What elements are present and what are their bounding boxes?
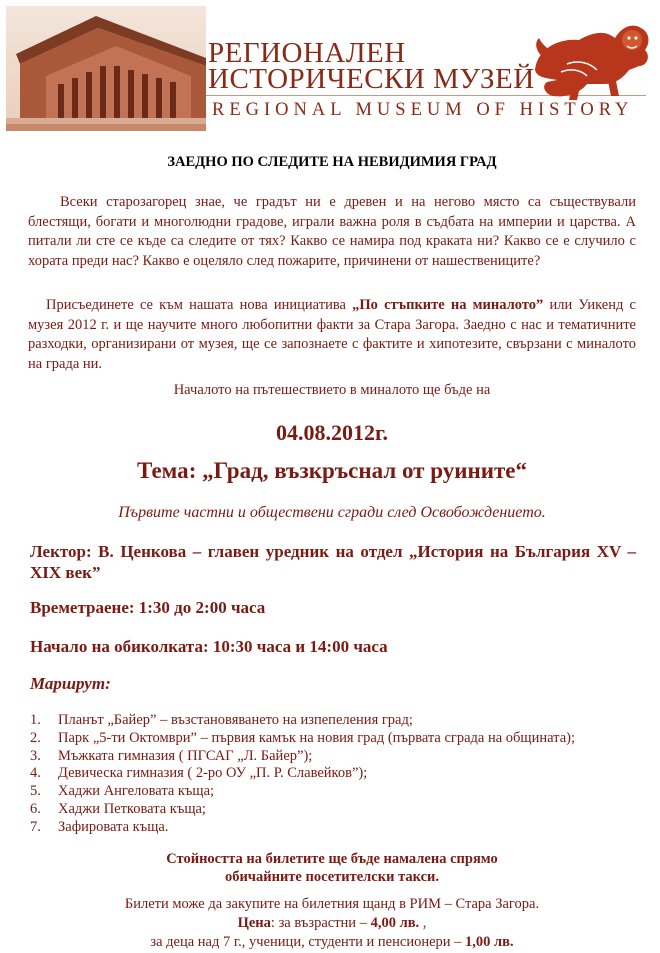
theme-label: Тема — [137, 458, 189, 483]
price-child-text: за деца над 7 г., ученици, студенти и пенсионери – — [150, 934, 466, 950]
price-adult-value: 4,00 лв. — [370, 915, 420, 931]
list-item — [30, 783, 650, 801]
ticket-discount-line2: обичайните посетителски такси. — [224, 869, 440, 885]
event-theme — [28, 458, 636, 484]
route-list — [30, 712, 650, 837]
museum-title-line1: РЕГИОНАЛЕН — [208, 37, 406, 69]
list-item-text: Хаджи Ангеловата къща; — [58, 783, 215, 800]
list-item-text: Зафировата къща. — [58, 818, 169, 835]
lector-info: Лектор: В. Ценкова – главен уредник на отдел „История на България XV – XIX век” — [30, 542, 636, 582]
lion-emblem-icon — [527, 20, 657, 102]
list-item — [30, 801, 650, 819]
list-item-number: 2. — [30, 729, 41, 746]
list-item-text: Парк „5-ти Октомври” – първия камък на новия град (първата сграда на общината); — [58, 729, 575, 746]
initiative-text-end: или Уикенд с музея 2012 г. и ще научите много любопитни факти за Стара Загора. Заедно с нас и тематичните разходки, организирани от музея, ще се запознаете с фактите и хипотезите, свързани с миналото на града ни. — [28, 297, 636, 372]
list-item-number: 1. — [30, 712, 41, 728]
museum-title-line2: ИСТОРИЧЕСКИ МУЗЕЙ — [208, 63, 535, 95]
initiative-text-start: Присъединете се към нашата нова инициатива — [46, 297, 353, 313]
initiative-paragraph — [28, 296, 636, 374]
page-title: ЗАЕДНО ПО СЛЕДИТЕ НА НЕВИДИМИЯ ГРАД — [167, 154, 497, 170]
list-item-number: 5. — [30, 783, 41, 800]
price-label: Цена — [237, 915, 271, 931]
list-item-text: Хаджи Петковата къща; — [58, 800, 206, 817]
price-adult — [28, 914, 636, 933]
list-item-number: 7. — [30, 818, 41, 835]
list-item — [30, 748, 650, 766]
list-item — [30, 730, 650, 748]
main-content — [28, 150, 636, 950]
page-header — [0, 0, 660, 135]
list-item-number: 4. — [30, 765, 41, 782]
museum-building-image — [6, 6, 206, 131]
price-child — [28, 933, 636, 952]
price-adult-text: : за възрастни – — [270, 915, 371, 931]
journey-intro: Началото на пътешествието в миналото ще бъде на — [173, 382, 491, 398]
theme-text: : „Град, възкръснал от руините“ — [188, 458, 527, 483]
list-item-number: 6. — [30, 800, 41, 817]
ticket-info — [28, 895, 636, 952]
event-date: 04.08.2012г. — [275, 420, 388, 445]
duration-info: Времетраене: 1:30 до 2:00 часа — [30, 598, 266, 617]
ticket-purchase-info: Билети може да закупите на билетния щанд в РИМ – Стара Загора. — [124, 896, 540, 912]
museum-title-english: REGIONAL MUSEUM OF HISTORY — [212, 100, 634, 120]
initiative-name: „По стъпките на миналото” — [352, 297, 544, 313]
list-item — [30, 819, 650, 837]
price-child-value: 1,00 лв. — [465, 934, 514, 950]
list-item — [30, 712, 650, 730]
route-heading: Маршрут: — [30, 674, 111, 693]
list-item — [30, 765, 650, 783]
ticket-discount-note — [28, 850, 636, 886]
list-item-number: 3. — [30, 747, 41, 764]
start-time-info: Начало на обиколката: 10:30 часа и 14:00 часа — [30, 637, 388, 656]
ticket-discount-line1: Стойността на билетите ще бъде намалена спрямо — [166, 851, 498, 867]
theme-subtitle: Първите частни и обществени сгради след Освобождението. — [118, 504, 546, 521]
list-item-text: Мъжката гимназия ( ПГСАГ „Л. Байер”); — [58, 747, 313, 764]
intro-paragraph: Всеки старозагорец знае, че градът ни е древен и на негово място са съществували блестящи, богати и многолюдни градове, играли важна роля в съдбата на империи и царства. А питали ли сте се къде са следите от тях? Какво се намира под краката ни? Какво се е случило с хората преди нас? Какво е оцеляло след пожарите, причинени от нашествениците? — [28, 194, 636, 269]
list-item-text: Девическа гимназия ( 2-ро ОУ „П. Р. Славейков”); — [58, 765, 368, 782]
price-adult-suffix: , — [419, 915, 427, 931]
list-item-text: Планът „Байер” – възстановяването на изпепеления град; — [58, 712, 413, 728]
